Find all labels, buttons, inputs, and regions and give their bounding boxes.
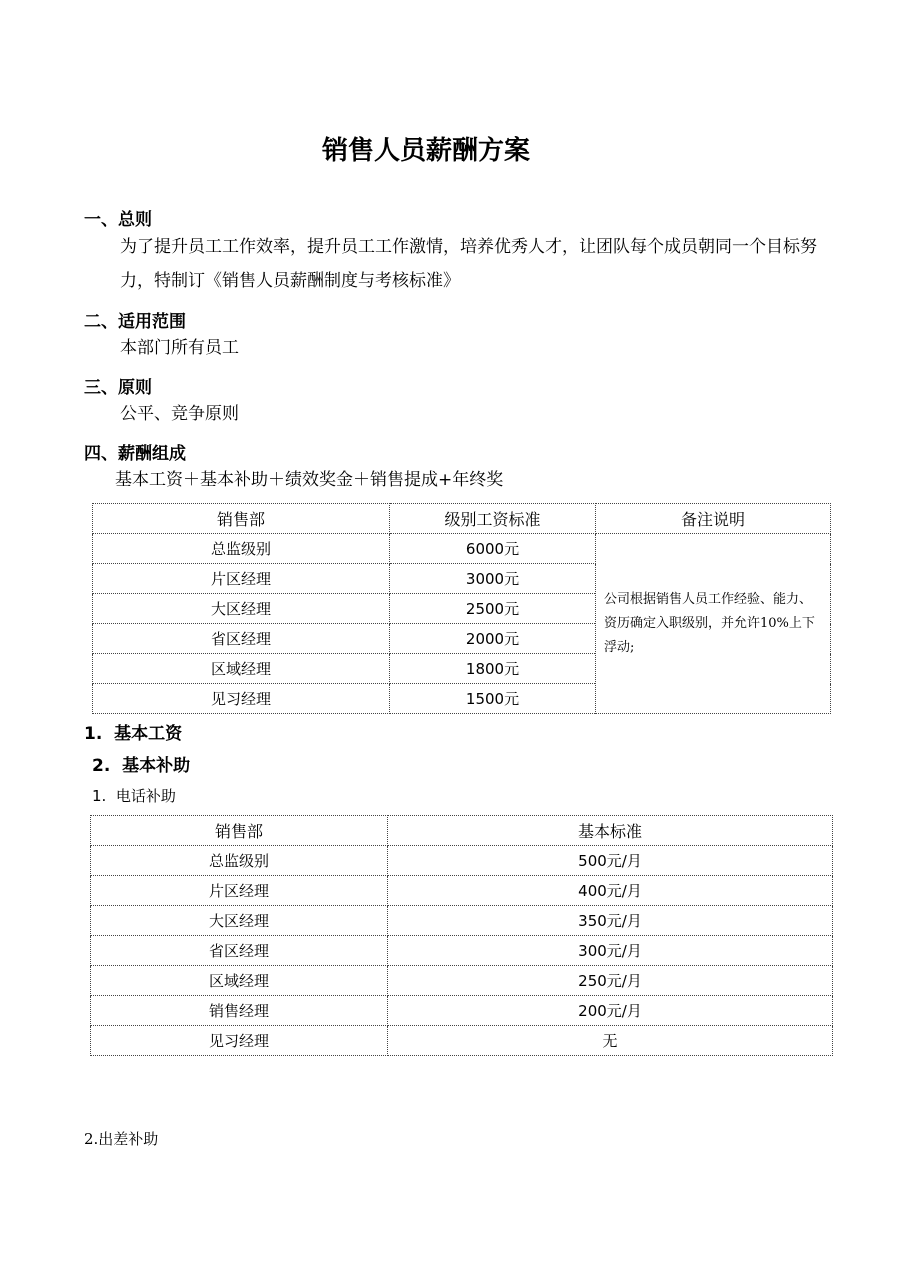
table-cell: 大区经理 [93,594,390,624]
table-cell: 500元/月 [388,846,833,876]
table-cell: 250元/月 [388,966,833,996]
table-header-cell: 备注说明 [596,504,831,534]
table-row [91,936,833,966]
table-cell: 2500元 [390,594,596,624]
table-cell: 见习经理 [93,684,390,714]
table-cell: 片区经理 [93,564,390,594]
section-principle-heading: 三、原则 [84,378,152,398]
table-cell: 区域经理 [93,654,390,684]
table-cell: 省区经理 [93,624,390,654]
section-scope-heading: 二、适用范围 [84,312,186,332]
table-row [91,906,833,936]
table-cell: 2000元 [390,624,596,654]
table-cell: 3000元 [390,564,596,594]
document-title: 销售人员薪酬方案 [321,136,530,166]
table-cell: 400元/月 [388,876,833,906]
table-row [93,534,831,564]
table-header-cell: 级别工资标准 [390,504,596,534]
phone-allowance-table [90,815,833,1056]
phone-allowance-heading: 1. 电话补助 [92,787,176,805]
table-row [91,846,833,876]
table-cell: 总监级别 [93,534,390,564]
section-principle-text: 公平、竞争原则 [120,404,239,424]
table-cell: 300元/月 [388,936,833,966]
table-row [91,996,833,1026]
table-row [91,876,833,906]
table-cell: 350元/月 [388,906,833,936]
salary-table [92,503,831,714]
table-cell: 无 [388,1026,833,1056]
table-cell: 大区经理 [91,906,388,936]
table-header-cell: 基本标准 [388,816,833,846]
salary-note: 公司根据销售人员工作经验、能力、资历确定入职级别，并允许10%上下浮动; [596,534,831,714]
phone-table-header [91,816,833,846]
table-cell: 1500元 [390,684,596,714]
basic-salary-heading: 1. 基本工资 [84,724,183,744]
table-header-cell: 销售部 [91,816,388,846]
section-general-text: 为了提升员工工作效率，提升员工工作激情，培养优秀人才，让团队每个成员朝同一个目标努力，特制订《销售人员薪酬制度与考核标准》 [120,237,817,291]
table-cell: 销售经理 [91,996,388,1026]
salary-table-header [93,504,831,534]
table-header-cell: 销售部 [93,504,390,534]
table-cell: 1800元 [390,654,596,684]
table-cell: 200元/月 [388,996,833,1026]
section-composition-text: 基本工资＋基本补助＋绩效奖金＋销售提成+年终奖 [115,470,504,490]
table-cell: 省区经理 [91,936,388,966]
section-scope-text: 本部门所有员工 [120,338,239,358]
travel-allowance-heading: 2.出差补助 [84,1130,159,1148]
table-cell: 区域经理 [91,966,388,996]
table-row [91,1026,833,1056]
table-cell: 总监级别 [91,846,388,876]
table-row [91,966,833,996]
section-composition-heading: 四、薪酬组成 [84,444,186,464]
table-cell: 片区经理 [91,876,388,906]
section-general-heading: 一、总则 [84,210,152,230]
basic-allowance-heading: 2. 基本补助 [92,756,191,776]
table-cell: 见习经理 [91,1026,388,1056]
table-cell: 6000元 [390,534,596,564]
